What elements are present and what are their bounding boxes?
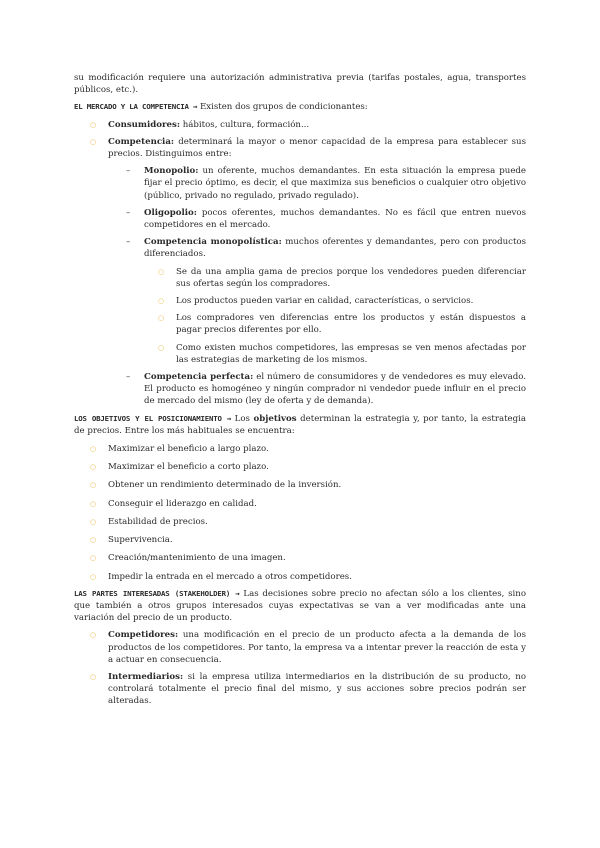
- list-item: ○ Maximizar el beneficio a corto plazo.: [74, 461, 526, 473]
- list-item: – Competencia perfecta: el número de consumidores y de vendedores es muy elevado. El producto es homogéneo y ningún comprador ni vendedor puede influir en el precio de mercado del mismo (ley de oferta y de demanda).: [108, 371, 526, 408]
- list-item: ○ Como existen muchos competidores, las empresas se ven menos afectadas por las estrategias de marketing de los mismos.: [142, 342, 526, 366]
- list-item: ○ Intermediarios: si la empresa utiliza intermediarios en la distribución de su producto, no controlará totalmente el precio final del mismo, y sus acciones sobre precios podrán ser alteradas.: [74, 671, 526, 708]
- monopolistica-traits-list: [108, 266, 526, 366]
- list-item: – Oligopolio: pocos oferentes, muchos demandantes. No es fácil que entren nuevos competidores en el mercado.: [108, 207, 526, 231]
- list-item: ○ Los productos pueden variar en calidad, características, o servicios.: [142, 295, 526, 307]
- section-stakeholder-intro: LAS PARTES INTERESADAS (STAKEHOLDER) → Las decisiones sobre precio no afectan sólo a los clientes, sino que también a otros grupos interesados cuyas expectativas se van a ver modificadas ante una variación del precio de un producto.: [74, 588, 526, 624]
- list-item: ○ Consumidores: hábitos, cultura, formación...: [74, 119, 526, 131]
- list-item: ○ Creación/mantenimiento de una imagen.: [74, 552, 526, 564]
- list-item: – Competencia monopolística: muchos oferentes y demandantes, pero con productos diferenciados. ○ Se da una amplia gama de precios porque los vendedores pueden diferenciar sus ofertas según los compradores. ○ Los productos pueden variar en calidad, características, o servicios. ○ Los compradores ven diferencias entre los productos y están dispuestos a pagar precios diferentes por ello. ○ Como existen muchos competidores, las empresas se ven menos afectadas por las estrategias de marketing de los mismos.: [108, 236, 526, 366]
- section-mercado-intro: EL MERCADO Y LA COMPETENCIA → Existen dos grupos de condicionantes:: [74, 102, 368, 113]
- list-item: ○ Conseguir el liderazgo en calidad.: [74, 498, 526, 510]
- list-item: ○ Los compradores ven diferencias entre los productos y están dispuestos a pagar precios diferentes por ello.: [142, 312, 526, 336]
- section-objetivos-intro: LOS OBJETIVOS Y EL POSICIONAMIENTO → Los objetivos determinan la estrategia y, por tanto, la estrategia de precios. Entre los más habituales se encuentra:: [74, 413, 526, 436]
- objetivos-list: [74, 443, 526, 583]
- list-item: ○ Estabilidad de precios.: [74, 516, 526, 528]
- section-heading-objetivos: LOS OBJETIVOS Y EL POSICIONAMIENTO →: [74, 413, 232, 423]
- list-item: ○ Supervivencia.: [74, 534, 526, 546]
- section-heading-mercado: EL MERCADO Y LA COMPETENCIA →: [74, 102, 198, 112]
- list-item: ○ Competidores: una modificación en el precio de un producto afecta a la demanda de los productos de los competidores. Por tanto, la empresa va a intentar prever la reacción de esta y a actuar en consecuencia.: [74, 629, 526, 666]
- list-item: ○ Impedir la entrada en el mercado a otros competidores.: [74, 571, 526, 583]
- section-heading-stakeholder: LAS PARTES INTERESADAS (STAKEHOLDER) →: [74, 588, 240, 598]
- list-item: ○ Se da una amplia gama de precios porque los vendedores pueden diferenciar sus ofertas según los compradores.: [142, 266, 526, 290]
- competencia-types-list: [74, 165, 526, 407]
- condicionantes-list: [74, 119, 526, 161]
- list-item: ○ Obtener un rendimiento determinado de la inversión.: [74, 479, 526, 491]
- list-item: – Monopolio: un oferente, muchos demandantes. En esta situación la empresa puede fijar el precio óptimo, es decir, el que maximiza sus beneficios o cualquier otro objetivo (público, privado no regulado, privado regulado).: [108, 165, 526, 202]
- list-item: ○ Maximizar el beneficio a largo plazo.: [74, 443, 526, 455]
- stakeholder-list: [74, 629, 526, 707]
- intro-paragraph: su modificación requiere una autorización administrativa previa (tarifas postales, agua, transportes públicos, etc.).: [74, 73, 526, 96]
- document-page: [74, 72, 526, 708]
- list-item: ○ Competencia: determinará la mayor o menor capacidad de la empresa para establecer sus precios. Distinguimos entre:: [74, 136, 526, 160]
